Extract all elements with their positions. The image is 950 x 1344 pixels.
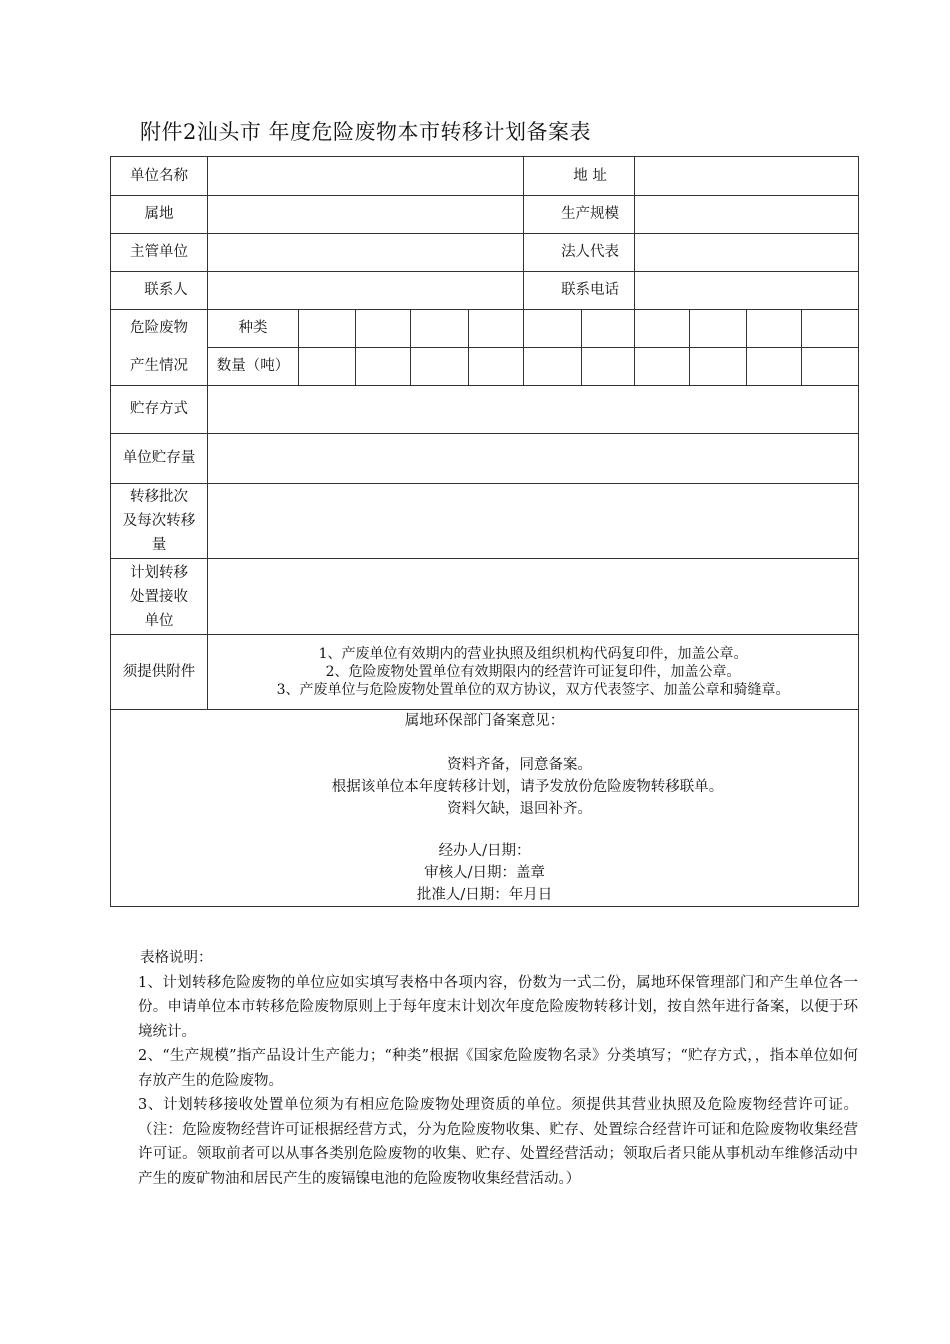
phone-label: 联系电话 bbox=[524, 272, 635, 310]
note-item: 3、计划转移接收处置单位须为有相应危险废物处理资质的单位。须提供其营业执照及危险废物经营许可证。（注：危险废物经营许可证根据经营方式，分为危险废物收集、贮存、处置综合经营许可证和危险废物收集经营许可证。领取前者可以从事各类别危险废物的收集、贮存、处置经营活动；领取后者只能从事机动车维修活动中产生的废矿物油和居民产生的废镉镍电池的危险废物收集经营活动。） bbox=[138, 1097, 858, 1187]
row-transfer-batch bbox=[111, 484, 859, 559]
opinion-approve-line: 资料齐备，同意备案。 bbox=[447, 757, 593, 773]
category-cell[interactable] bbox=[690, 310, 747, 348]
hazard-label-top: 危险废物 bbox=[111, 310, 208, 348]
row-unit-name bbox=[111, 157, 859, 196]
quantity-label: 数量（吨） bbox=[208, 348, 299, 386]
production-scale-field[interactable] bbox=[635, 196, 859, 234]
unit-name-label: 单位名称 bbox=[111, 157, 208, 196]
document-title: 附件2汕头市 年度危险废物本市转移计划备案表 bbox=[140, 120, 592, 144]
note-item: 1、计划转移危险废物的单位应如实填写表格中各项内容，份数为一式二份，属地环保管理部门和产生单位各一份。申请单位本市转移危险废物原则上于每年度末计划次年度危险废物转移计划，按自然年进行备案，以便于环境统计。 bbox=[138, 974, 858, 1040]
quantity-cell[interactable] bbox=[299, 348, 356, 386]
opinion-section bbox=[111, 710, 859, 907]
quantity-cell[interactable] bbox=[747, 348, 802, 386]
opinion-issue-line: 根据该单位本年度转移计划，请予发放份危险废物转移联单。 bbox=[331, 779, 724, 795]
note-item: 2、“生产规模”指产品设计生产能力；“种类”根据《国家危险废物名录》分类填写；“贮存方式，，指本单位如何存放产生的危险废物。 bbox=[138, 1048, 858, 1089]
receiver-label: 计划转移 处置接收 单位 bbox=[111, 559, 208, 635]
transfer-batch-label: 转移批次 及每次转移 量 bbox=[111, 484, 208, 559]
legal-rep-label: 法人代表 bbox=[524, 234, 635, 272]
storage-method-label: 贮存方式 bbox=[111, 386, 208, 434]
opinion-reject-line: 资料欠缺，退回补齐。 bbox=[447, 801, 593, 817]
location-field[interactable] bbox=[208, 196, 524, 234]
row-storage-method bbox=[111, 386, 859, 434]
storage-qty-field[interactable] bbox=[208, 434, 859, 484]
row-contact bbox=[111, 272, 859, 310]
quantity-cell[interactable] bbox=[524, 348, 582, 386]
supervisor-label: 主管单位 bbox=[111, 234, 208, 272]
row-location bbox=[111, 196, 859, 234]
quantity-cell[interactable] bbox=[802, 348, 859, 386]
category-cell[interactable] bbox=[356, 310, 411, 348]
category-cell[interactable] bbox=[582, 310, 635, 348]
quantity-cell[interactable] bbox=[582, 348, 635, 386]
notes-title: 表格说明： bbox=[140, 950, 213, 966]
contact-label: 联系人 bbox=[111, 272, 208, 310]
hazard-label-bottom: 产生情况 bbox=[111, 348, 208, 386]
category-cell[interactable] bbox=[802, 310, 859, 348]
opinion-heading: 属地环保部门备案意见： bbox=[404, 713, 565, 729]
row-supervisor bbox=[111, 234, 859, 272]
reviewer-date: 审核人/日期：盖章 bbox=[424, 865, 545, 881]
quantity-cell[interactable] bbox=[690, 348, 747, 386]
transfer-batch-field[interactable] bbox=[208, 484, 859, 559]
category-cell[interactable] bbox=[635, 310, 690, 348]
filing-form-table bbox=[110, 156, 859, 907]
handler-date: 经办人/日期： bbox=[438, 843, 531, 859]
location-label: 属地 bbox=[111, 196, 208, 234]
row-attachments bbox=[111, 635, 859, 710]
attachment-item: 2、危险废物处置单位有效期限内的经营许可证复印件，加盖公章。 bbox=[325, 663, 741, 680]
attachments-list bbox=[208, 635, 859, 710]
attachment-item: 3、产废单位与危险废物处置单位的双方协议，双方代表签字、加盖公章和骑缝章。 bbox=[276, 682, 790, 699]
attachments-label: 须提供附件 bbox=[111, 635, 208, 710]
legal-rep-field[interactable] bbox=[635, 234, 859, 272]
receiver-field[interactable] bbox=[208, 559, 859, 635]
category-cell[interactable] bbox=[524, 310, 582, 348]
contact-field[interactable] bbox=[208, 272, 524, 310]
phone-field[interactable] bbox=[635, 272, 859, 310]
approver-date: 批准人/日期：年月日 bbox=[416, 887, 553, 903]
quantity-cell[interactable] bbox=[411, 348, 469, 386]
supervisor-field[interactable] bbox=[208, 234, 524, 272]
quantity-cell[interactable] bbox=[469, 348, 524, 386]
category-cell[interactable] bbox=[469, 310, 524, 348]
form-notes bbox=[138, 946, 858, 1191]
quantity-cell[interactable] bbox=[356, 348, 411, 386]
storage-qty-label: 单位贮存量 bbox=[111, 434, 208, 484]
storage-method-field[interactable] bbox=[208, 386, 859, 434]
category-cell[interactable] bbox=[411, 310, 469, 348]
address-label: 地 址 bbox=[524, 157, 635, 196]
row-hazard-category bbox=[111, 310, 859, 348]
row-hazard-quantity bbox=[111, 348, 859, 386]
attachment-item: 1、产废单位有效期内的营业执照及组织机构代码复印件，加盖公章。 bbox=[318, 645, 748, 662]
unit-name-field[interactable] bbox=[208, 157, 524, 196]
production-scale-label: 生产规模 bbox=[524, 196, 635, 234]
address-field[interactable] bbox=[635, 157, 859, 196]
row-opinion bbox=[111, 710, 859, 907]
row-storage-qty bbox=[111, 434, 859, 484]
category-cell[interactable] bbox=[747, 310, 802, 348]
category-label: 种类 bbox=[208, 310, 299, 348]
category-cell[interactable] bbox=[299, 310, 356, 348]
quantity-cell[interactable] bbox=[635, 348, 690, 386]
row-receiver bbox=[111, 559, 859, 635]
